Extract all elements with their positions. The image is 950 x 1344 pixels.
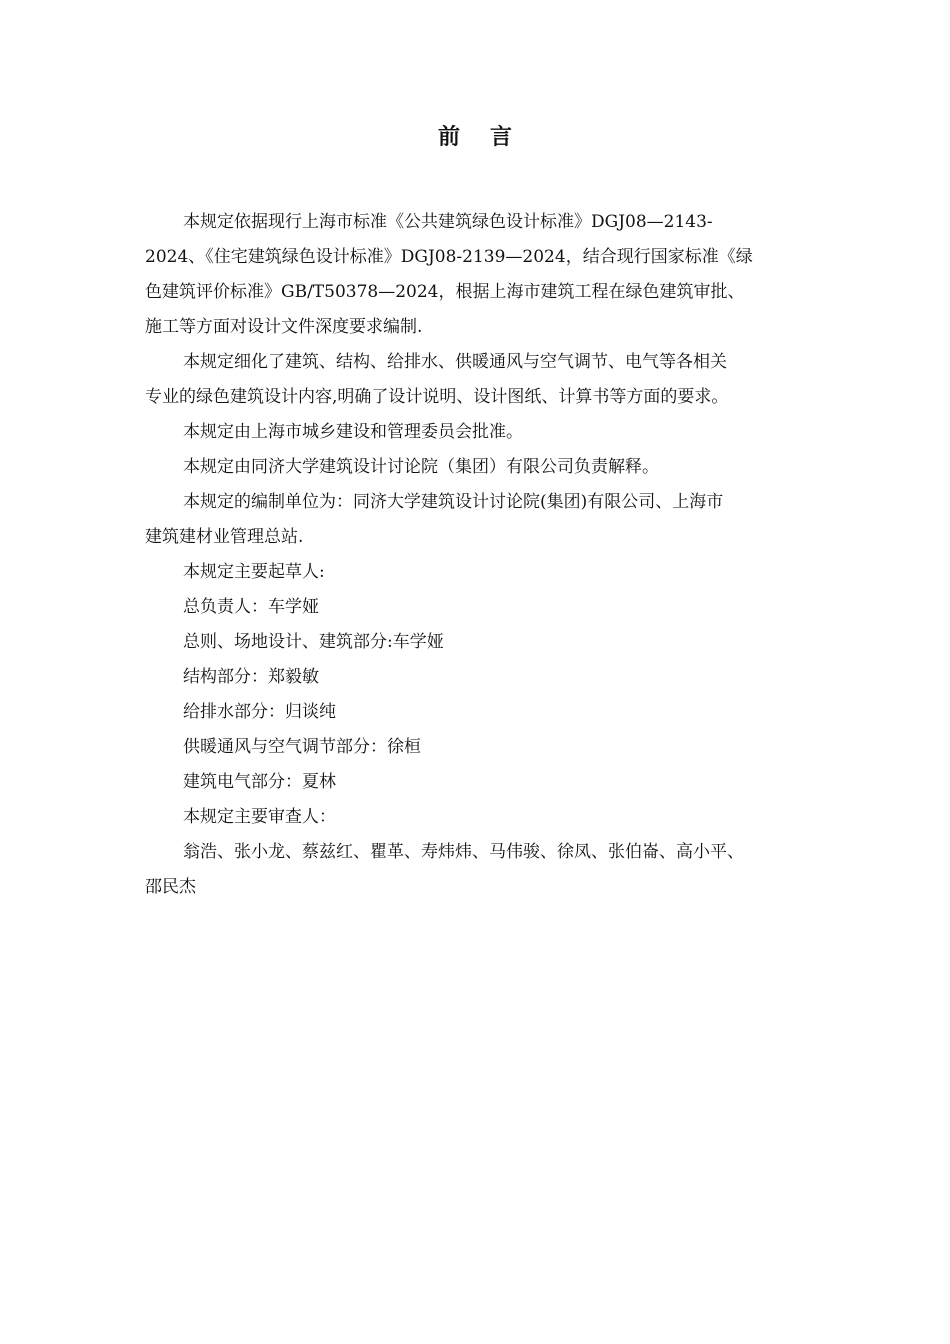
text-line: 专业的绿色建筑设计内容,明确了设计说明、设计图纸、计算书等方面的要求。 xyxy=(145,387,729,407)
paragraph xyxy=(145,765,810,800)
text-line: 供暖通风与空气调节部分：徐桓 xyxy=(183,737,421,757)
text-line: 施工等方面对设计文件深度要求编制. xyxy=(145,317,423,337)
text-line: 本规定依据现行上海市标准《公共建筑绿色设计标准》DGJ08—2143- xyxy=(183,212,713,232)
text-line: 翁浩、张小龙、蔡兹红、瞿革、寿炜炜、马伟骏、徐凤、张伯崙、高小平、 xyxy=(183,842,744,862)
paragraph xyxy=(145,205,810,345)
paragraph xyxy=(145,625,810,660)
document-body xyxy=(145,205,810,905)
text-line: 色建筑评价标准》GB/T50378—2024，根据上海市建筑工程在绿色建筑审批、 xyxy=(145,282,745,302)
text-line: 本规定由同济大学建筑设计讨论院（集团）有限公司负责解释。 xyxy=(183,457,659,477)
paragraph xyxy=(145,555,810,590)
text-line: 建筑建材业管理总站. xyxy=(145,527,304,547)
paragraph xyxy=(145,695,810,730)
text-line: 总则、场地设计、建筑部分:车学娅 xyxy=(183,632,444,652)
text-line: 给排水部分：归谈纯 xyxy=(183,702,336,722)
text-line: 本规定主要审查人： xyxy=(183,807,336,827)
text-line: 本规定主要起草人: xyxy=(183,562,325,582)
text-line: 2024、《住宅建筑绿色设计标准》DGJ08-2139—2024，结合现行国家标准《绿 xyxy=(145,247,753,267)
paragraph xyxy=(145,450,810,485)
paragraph xyxy=(145,345,810,415)
paragraph xyxy=(145,415,810,450)
paragraph xyxy=(145,660,810,695)
text-line: 本规定由上海市城乡建设和管理委员会批准。 xyxy=(183,422,523,442)
paragraph xyxy=(145,590,810,625)
text-line: 本规定细化了建筑、结构、给排水、供暖通风与空气调节、电气等各相关 xyxy=(183,352,727,372)
text-line: 结构部分：郑毅敏 xyxy=(183,667,319,687)
paragraph xyxy=(145,835,810,905)
paragraph xyxy=(145,485,810,555)
text-line: 总负责人：车学娅 xyxy=(183,597,319,617)
text-line: 本规定的编制单位为：同济大学建筑设计讨论院(集团)有限公司、上海市 xyxy=(183,492,724,512)
paragraph xyxy=(145,800,810,835)
text-line: 邵民杰 xyxy=(145,877,196,897)
text-line: 建筑电气部分：夏林 xyxy=(183,772,336,792)
paragraph xyxy=(145,730,810,765)
page-title: 前言 xyxy=(437,124,542,150)
